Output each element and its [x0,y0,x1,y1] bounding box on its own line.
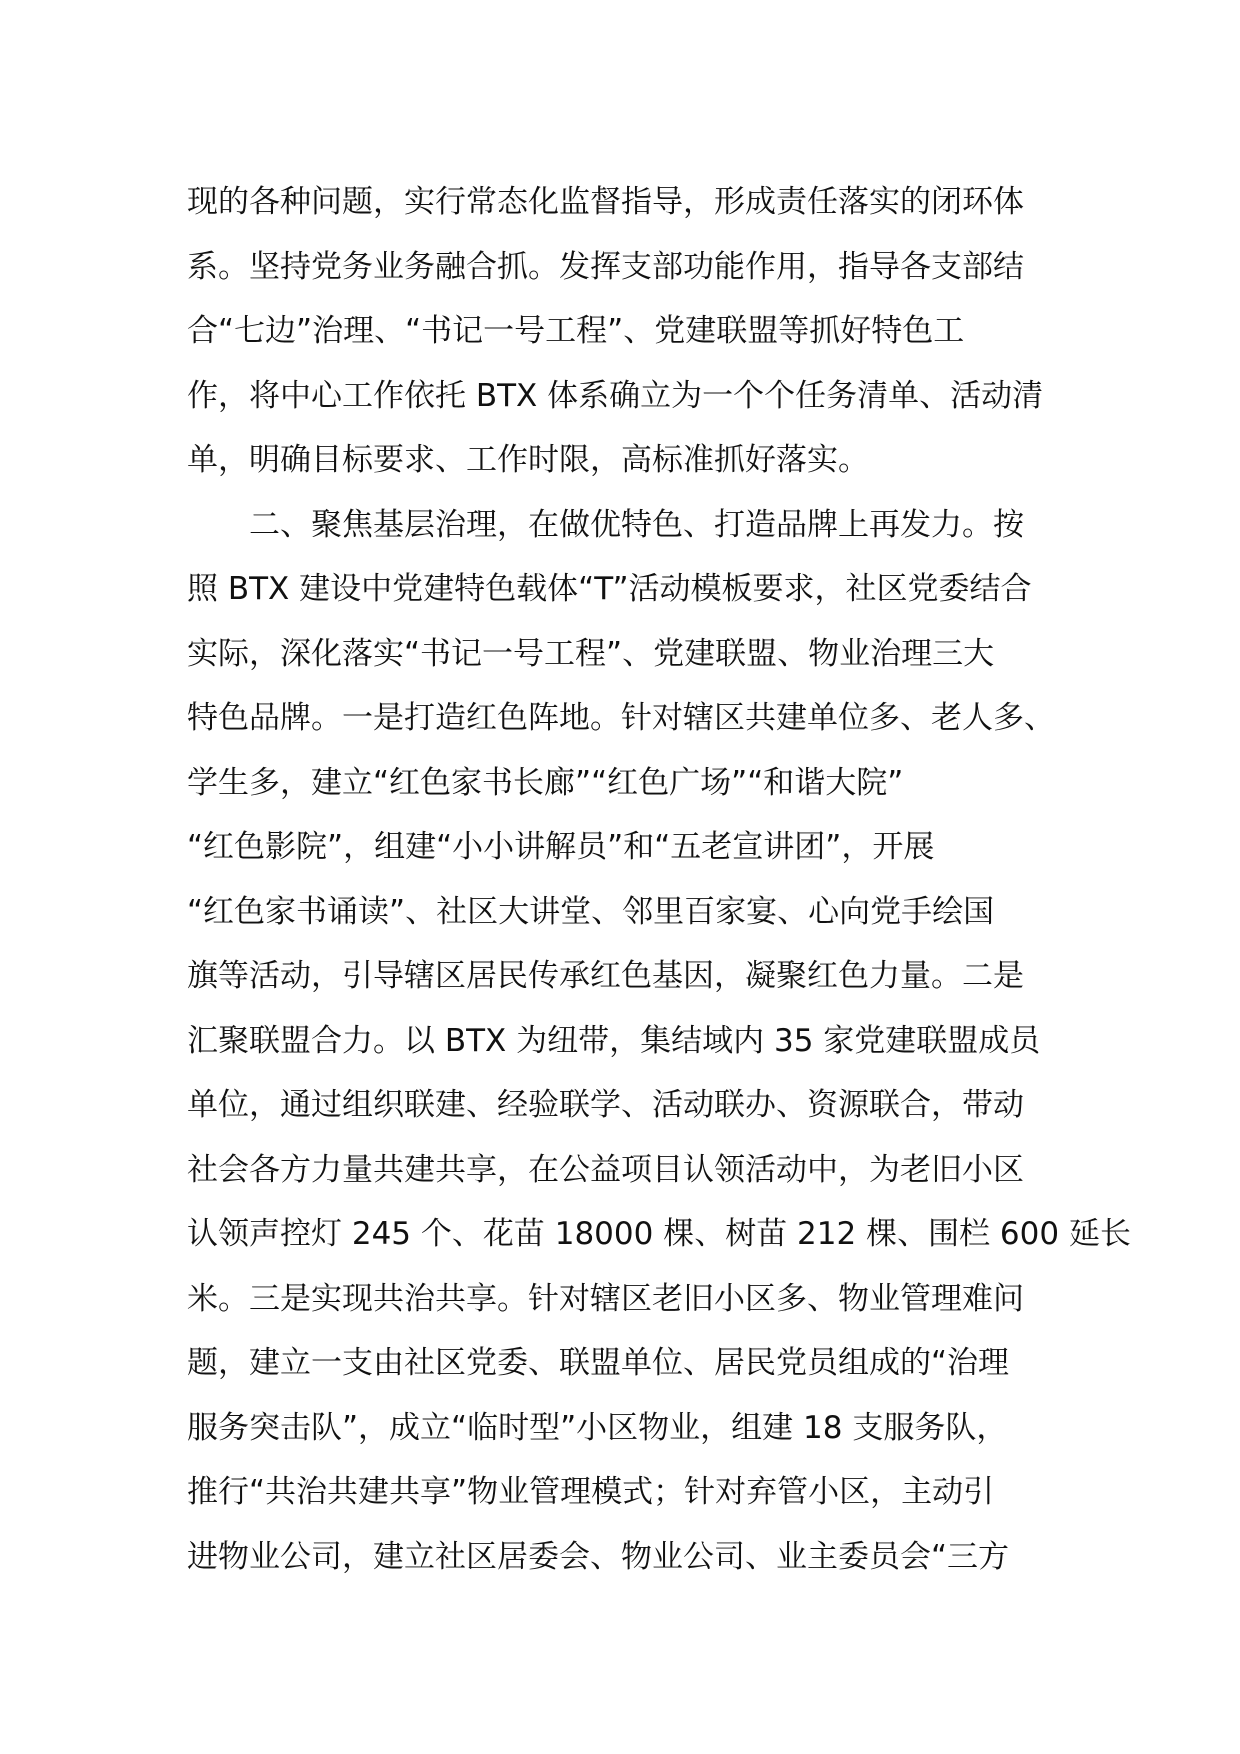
text-line: 实际，深化落实“书记一号工程”、党建联盟、物业治理三大 [187,635,995,672]
text-line: 推行“共治共建共享”物业管理模式；针对弃管小区，主动引 [187,1474,995,1510]
text-line: “红色家书诵读”、社区大讲堂、邻里百家宴、心向党手绘国 [187,893,995,930]
document-body [187,170,1131,1589]
text-line: 二、聚焦基层治理，在做优特色、打造品牌上再发力。按 [187,506,1024,543]
text-line: 单，明确目标要求、工作时限，高标准抓好落实。 [187,442,869,478]
text-line: 社会各方力量共建共享，在公益项目认领活动中，为老旧小区 [187,1151,1024,1188]
text-line: 旗等活动，引导辖区居民传承红色基因，凝聚红色力量。二是 [187,958,1024,994]
text-line: 题，建立一支由社区党委、联盟单位、居民党员组成的“治理 [187,1345,1010,1381]
text-line: 现的各种问题，实行常态化监督指导，形成责任落实的闭环体 [187,184,1024,220]
text-line: 作，将中心工作依托 BTX 体系确立为一个个任务清单、活动清 [187,377,1044,414]
text-line: 合“七边”治理、“书记一号工程”、党建联盟等抓好特色工 [187,313,965,349]
text-line: 特色品牌。一是打造红色阵地。针对辖区共建单位多、老人多、 [187,700,1055,736]
text-line: 单位，通过组织联建、经验联学、活动联办、资源联合，带动 [187,1087,1024,1123]
text-line: 进物业公司，建立社区居委会、物业公司、业主委员会“三方 [187,1538,1010,1575]
text-line: “红色影院”，组建“小小讲解员”和“五老宣讲团”，开展 [187,829,935,865]
text-line: 汇聚联盟合力。以 BTX 为纽带，集结域内 35 家党建联盟成员 [187,1022,1041,1059]
text-line: 系。坚持党务业务融合抓。发挥支部功能作用，指导各支部结 [187,248,1024,285]
text-line: 照 BTX 建设中党建特色载体“T”活动模板要求，社区党委结合 [187,571,1032,607]
text-line: 认领声控灯 245 个、花苗 18000 棵、树苗 212 棵、围栏 600 延长 [187,1216,1131,1252]
text-line: 学生多，建立“红色家书长廊”“红色广场”“和谐大院” [187,764,904,801]
text-line: 米。三是实现共治共享。针对辖区老旧小区多、物业管理难问 [187,1280,1024,1317]
text-line: 服务突击队”，成立“临时型”小区物业，组建 18 支服务队， [187,1409,1008,1446]
